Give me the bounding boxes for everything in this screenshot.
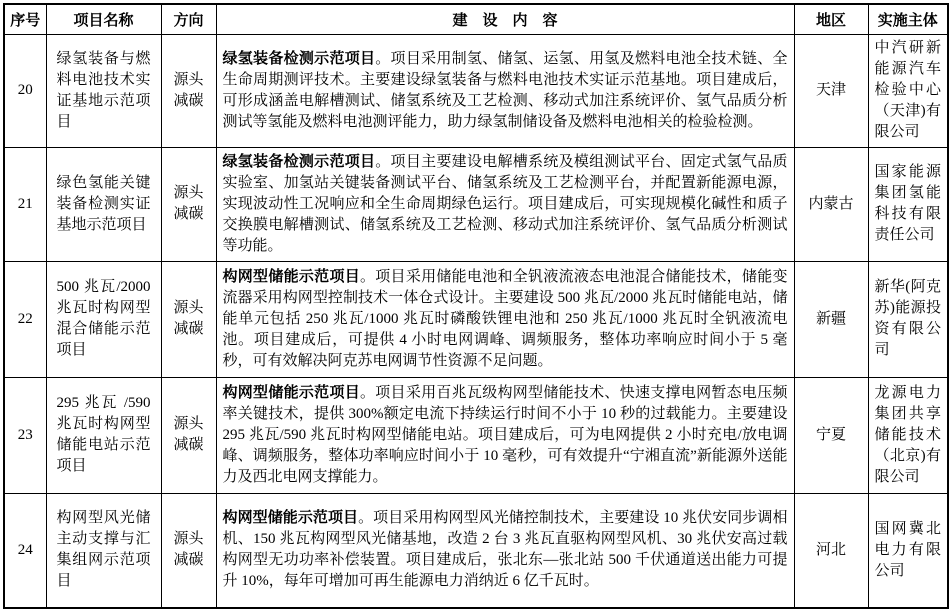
cell-direction: 源头减碳 (161, 377, 216, 493)
cell-direction: 源头减碳 (161, 493, 216, 608)
content-body-text: 。项目采用百兆瓦级构网型储能技术、快速支撑电网暂态电压频率关键技术，提供 300%额定电流下持续运行时间不小于 10 秒的过载能力。主要建设 295 兆瓦/590 兆瓦时构网型储能电站。项目建成后，可为电网提供 2 小时充电/放电调峰、调频服务，整体功率响应时间小于 10 毫秒，可有效提升“宁湘直流”新能源外送能力及西北电网支撑能力。 (222, 384, 788, 485)
cell-region: 宁夏 (794, 377, 868, 493)
table-body (4, 34, 948, 608)
content-lead-phrase: 构网型储能示范项目 (222, 384, 360, 401)
cell-construction-content (216, 34, 794, 147)
header-serial-number: 序号 (4, 4, 46, 34)
projects-table (3, 3, 949, 609)
table-row (4, 493, 948, 608)
table-header (4, 4, 948, 34)
cell-project-name: 500 兆瓦/2000 兆瓦时构网型混合储能示范项目 (46, 261, 161, 377)
cell-serial-number: 24 (4, 493, 46, 608)
header-region: 地区 (794, 4, 868, 34)
table-row (4, 34, 948, 147)
cell-region: 内蒙古 (794, 147, 868, 261)
cell-construction-content (216, 147, 794, 261)
header-project-name: 项目名称 (46, 4, 161, 34)
content-lead-phrase: 绿氢装备检测示范项目 (222, 50, 376, 67)
cell-serial-number: 20 (4, 34, 46, 147)
content-body-text: 。项目主要建设电解槽系统及模组测试平台、固定式氢气品质实验室、加氢站关键装备测试平台、储氢系统及工艺检测平台，并配置新能源电源，实现波动性工况响应和全生命周期绿色运行。项目建成后，可实现规模化碱性和质子交换膜电解槽测试、储氢系统及工艺检测、移动式加注系统评价、氢气品质分析测试等功能。 (222, 153, 788, 254)
content-lead-phrase: 绿氢装备检测示范项目 (222, 153, 376, 170)
cell-implementing-entity: 龙源电力集团共享储能技术（北京)有限公司 (868, 377, 948, 493)
content-lead-phrase: 构网型储能示范项目 (222, 510, 359, 527)
cell-direction: 源头减碳 (161, 34, 216, 147)
table-row (4, 377, 948, 493)
cell-project-name: 绿氢装备与燃料电池技术实证基地示范项目 (46, 34, 161, 147)
cell-region: 河北 (794, 493, 868, 608)
content-body-text: 。项目采用储能电池和全钒液流液态电池混合储能技术，储能变流器采用构网型控制技术一体仓式设计。主要建设 500 兆瓦/2000 兆瓦时储能电站，储能单元包括 250 兆瓦/1000 兆瓦时磷酸铁锂电池和 250 兆瓦/1000 兆瓦时全钒液流电池。项目建成后，可提供 4 小时电网调峰、调频服务，整体功率响应时间小于 5 毫秒，可有效解决阿克苏电网调节性资源不足问题。 (222, 268, 788, 369)
cell-serial-number: 23 (4, 377, 46, 493)
cell-implementing-entity: 国网冀北电力有限公司 (868, 493, 948, 608)
content-body-text: 。项目采用构网型风光储控制技术，主要建设 10 兆伏安同步调相机、150 兆瓦构网型风光储基地，改造 2 台 3 兆瓦直驱构网型风机、30 兆伏安高过载构网型无功功率补偿装置。项目建成后，张北东—张北站 500 千伏通道送出能力可提升 10%，每年可增加可再生能源电力消纳近 6 亿千瓦时。 (222, 510, 788, 590)
cell-direction: 源头减碳 (161, 261, 216, 377)
cell-project-name: 295 兆瓦 /590 兆瓦时构网型储能电站示范项目 (46, 377, 161, 493)
header-row (4, 4, 948, 34)
cell-region: 天津 (794, 34, 868, 147)
cell-region: 新疆 (794, 261, 868, 377)
table-row (4, 261, 948, 377)
cell-project-name: 构网型风光储主动支撑与汇集组网示范项目 (46, 493, 161, 608)
cell-implementing-entity: 新华(阿克苏)能源投资有限公司 (868, 261, 948, 377)
cell-construction-content (216, 493, 794, 608)
cell-project-name: 绿色氢能关键装备检测实证基地示范项目 (46, 147, 161, 261)
cell-construction-content (216, 377, 794, 493)
cell-serial-number: 21 (4, 147, 46, 261)
header-construction-content: 建 设 内 容 (216, 4, 794, 34)
header-implementing-entity: 实施主体 (868, 4, 948, 34)
content-lead-phrase: 构网型储能示范项目 (222, 268, 360, 285)
cell-serial-number: 22 (4, 261, 46, 377)
cell-implementing-entity: 中汽研新能源汽车检验中心（天津)有限公司 (868, 34, 948, 147)
cell-implementing-entity: 国家能源集团氢能科技有限责任公司 (868, 147, 948, 261)
content-body-text: 。项目采用制氢、储氢、运氢、用氢及燃料电池全技术链、全生命周期测评技术。主要建设绿氢装备与燃料电池技术实证示范基地。项目建成后，可形成涵盖电解槽测试、储氢系统及工艺检测、移动式加注系统评价、氢气品质分析测试等氢能及燃料电池测评能力，助力绿氢制储设备及燃料电池相关的检验检测。 (222, 50, 788, 130)
table-row (4, 147, 948, 261)
header-direction: 方向 (161, 4, 216, 34)
cell-construction-content (216, 261, 794, 377)
cell-direction: 源头减碳 (161, 147, 216, 261)
